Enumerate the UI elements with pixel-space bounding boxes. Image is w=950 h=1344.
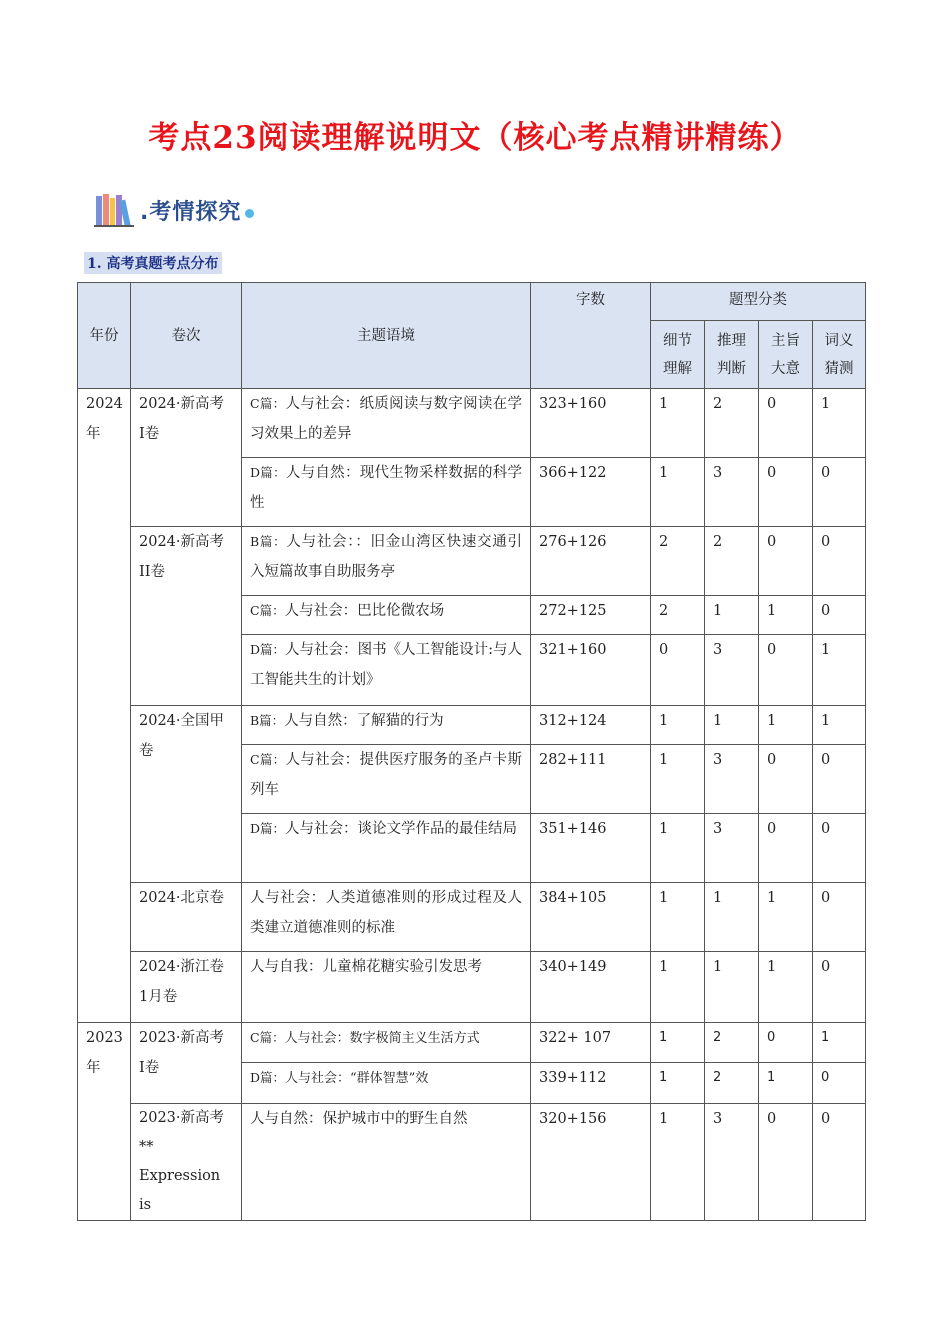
count-cell: 1: [759, 596, 813, 635]
count-cell: 0: [813, 1104, 866, 1221]
year-cell: 2024 年: [78, 389, 131, 1023]
count-cell: 0: [813, 527, 866, 596]
theme-cell: 人与自我：儿童棉花糖实验引发思考: [242, 952, 531, 1023]
count-cell: 2: [705, 389, 759, 458]
paper-cell: 2024·全国甲 卷: [131, 706, 242, 883]
header-main-idea: 主旨 大意: [759, 321, 813, 389]
count-cell: 1: [813, 635, 866, 706]
words-cell: 320+156: [531, 1104, 651, 1221]
header-types: 题型分类: [651, 283, 866, 321]
count-cell: 2: [705, 527, 759, 596]
words-cell: 339+112: [531, 1063, 651, 1104]
header-paper: 卷次: [131, 283, 242, 389]
words-cell: 323+160: [531, 389, 651, 458]
books-icon: [94, 192, 138, 228]
theme-cell: 人与自然：保护城市中的野生自然: [242, 1104, 531, 1221]
count-cell: 1: [705, 596, 759, 635]
table-row: [78, 527, 866, 596]
count-cell: 1: [651, 952, 705, 1023]
paper-cell: 2023·新高考 I卷: [131, 1023, 242, 1104]
theme-cell: 人与社会：人类道德准则的形成过程及人类建立道德准则的标准: [242, 883, 531, 952]
words-cell: 322+ 107: [531, 1023, 651, 1063]
words-cell: 272+125: [531, 596, 651, 635]
count-cell: 0: [813, 745, 866, 814]
count-cell: 2: [705, 1063, 759, 1104]
paper-cell: 2023·新高考 ** Expression is: [131, 1104, 242, 1221]
theme-cell: C篇：人与社会：纸质阅读与数字阅读在学习效果上的差异: [242, 389, 531, 458]
count-cell: 2: [705, 1023, 759, 1063]
count-cell: 0: [759, 389, 813, 458]
paper-cell: 2024·新高考 II卷: [131, 527, 242, 706]
table-row: [78, 1023, 866, 1063]
count-cell: 0: [759, 635, 813, 706]
words-cell: 321+160: [531, 635, 651, 706]
words-cell: 384+105: [531, 883, 651, 952]
table-row: [78, 1104, 866, 1221]
theme-cell: B篇：人与自然：了解猫的行为: [242, 706, 531, 745]
count-cell: 1: [759, 883, 813, 952]
words-cell: 340+149: [531, 952, 651, 1023]
count-cell: 1: [651, 883, 705, 952]
table-row: [78, 389, 866, 458]
year-cell: 2023 年: [78, 1023, 131, 1221]
count-cell: 0: [759, 1023, 813, 1063]
count-cell: 0: [759, 814, 813, 883]
theme-cell: D篇：人与社会：图书《人工智能设计:与人工智能共生的计划》: [242, 635, 531, 706]
count-cell: 0: [813, 883, 866, 952]
theme-cell: B篇：人与社会：：旧金山湾区快速交通引入短篇故事自助服务亭: [242, 527, 531, 596]
count-cell: 0: [651, 635, 705, 706]
count-cell: 0: [759, 745, 813, 814]
paper-cell: 2024·新高考 I卷: [131, 389, 242, 527]
count-cell: 1: [651, 1063, 705, 1104]
count-cell: 1: [705, 883, 759, 952]
count-cell: 1: [813, 706, 866, 745]
header-inference: 推理 判断: [705, 321, 759, 389]
count-cell: 0: [759, 458, 813, 527]
count-cell: 2: [651, 527, 705, 596]
count-cell: 0: [813, 596, 866, 635]
theme-cell: D篇：人与社会：“群体智慧”效: [242, 1063, 531, 1104]
count-cell: 1: [651, 814, 705, 883]
section-banner: [94, 190, 254, 230]
count-cell: 1: [759, 706, 813, 745]
table-row: [78, 952, 866, 1023]
count-cell: 3: [705, 814, 759, 883]
count-cell: 1: [651, 745, 705, 814]
table-row: [78, 883, 866, 952]
header-words: 字数: [531, 283, 651, 389]
header-word-meaning: 词义 猜测: [813, 321, 866, 389]
count-cell: 0: [759, 1104, 813, 1221]
paper-cell: 2024·浙江卷 1月卷: [131, 952, 242, 1023]
header-year: 年份: [78, 283, 131, 389]
theme-cell: C篇：人与社会：数字极简主义生活方式: [242, 1023, 531, 1063]
count-cell: 3: [705, 745, 759, 814]
table-row: [78, 706, 866, 745]
count-cell: 1: [651, 1023, 705, 1063]
exam-distribution-table: [77, 282, 866, 1221]
count-cell: 0: [759, 527, 813, 596]
count-cell: 2: [651, 596, 705, 635]
words-cell: 282+111: [531, 745, 651, 814]
count-cell: 0: [813, 458, 866, 527]
count-cell: 1: [651, 706, 705, 745]
header-detail: 细节 理解: [651, 321, 705, 389]
count-cell: 1: [759, 952, 813, 1023]
banner-title: .考情探究: [140, 199, 242, 225]
section-heading: 1. 高考真题考点分布: [84, 252, 222, 274]
count-cell: 0: [813, 814, 866, 883]
theme-cell: D篇：人与社会：谈论文学作品的最佳结局: [242, 814, 531, 883]
theme-cell: C篇：人与社会：提供医疗服务的圣卢卡斯列车: [242, 745, 531, 814]
count-cell: 1: [705, 952, 759, 1023]
document-title: 考点23阅读理解说明文（核心考点精讲精练）: [148, 120, 802, 156]
theme-cell: D篇：人与自然：现代生物采样数据的科学性: [242, 458, 531, 527]
count-cell: 0: [813, 952, 866, 1023]
theme-cell: C篇：人与社会：巴比伦微农场: [242, 596, 531, 635]
count-cell: 1: [651, 458, 705, 527]
words-cell: 276+126: [531, 527, 651, 596]
count-cell: 1: [651, 1104, 705, 1221]
count-cell: 3: [705, 1104, 759, 1221]
count-cell: 1: [759, 1063, 813, 1104]
banner-dot-icon: [245, 209, 254, 218]
words-cell: 351+146: [531, 814, 651, 883]
count-cell: 3: [705, 458, 759, 527]
count-cell: 3: [705, 635, 759, 706]
count-cell: 0: [813, 1063, 866, 1104]
count-cell: 1: [651, 389, 705, 458]
paper-cell: 2024·北京卷: [131, 883, 242, 952]
count-cell: 1: [813, 389, 866, 458]
header-theme: 主题语境: [242, 283, 531, 389]
count-cell: 1: [813, 1023, 866, 1063]
words-cell: 366+122: [531, 458, 651, 527]
count-cell: 1: [705, 706, 759, 745]
words-cell: 312+124: [531, 706, 651, 745]
